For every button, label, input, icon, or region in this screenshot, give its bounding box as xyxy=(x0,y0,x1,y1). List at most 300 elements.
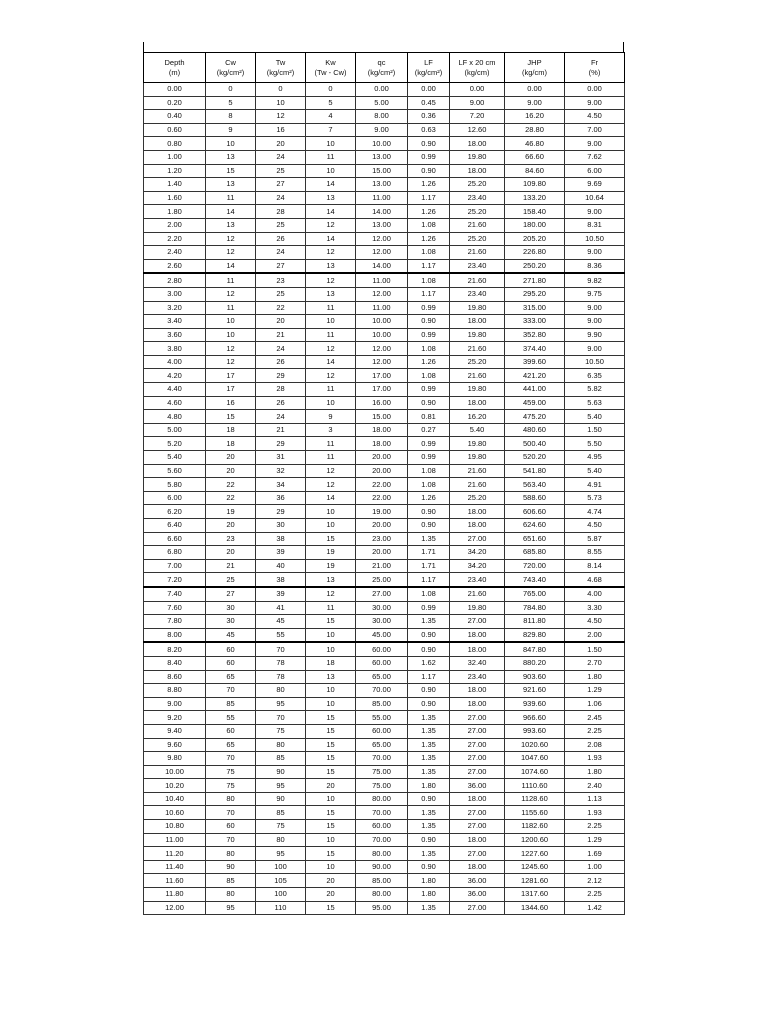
table-row xyxy=(144,628,625,642)
cell-kw: 12 xyxy=(306,478,356,492)
cell-lf-x-20cm: 34.20 xyxy=(450,559,505,573)
cell-fr: 1.80 xyxy=(565,765,625,779)
cell-lf-x-20cm: 16.20 xyxy=(450,410,505,424)
cell-qc: 22.00 xyxy=(356,478,408,492)
cell-lf: 1.35 xyxy=(408,724,450,738)
cell-qc: 11.00 xyxy=(356,191,408,205)
table-row xyxy=(144,246,625,260)
cell-qc: 16.00 xyxy=(356,396,408,410)
cell-qc: 90.00 xyxy=(356,860,408,874)
cell-qc: 70.00 xyxy=(356,806,408,820)
cell-lf: 0.90 xyxy=(408,642,450,656)
cell-jhp: 1281.60 xyxy=(505,874,565,888)
cell-lf-x-20cm: 19.80 xyxy=(450,150,505,164)
cell-kw: 3 xyxy=(306,423,356,437)
cell-qc: 12.00 xyxy=(356,246,408,260)
table-row xyxy=(144,137,625,151)
cell-cw: 12 xyxy=(206,342,256,356)
cell-lf: 1.08 xyxy=(408,246,450,260)
cell-lf: 1.08 xyxy=(408,369,450,383)
cell-cw: 15 xyxy=(206,164,256,178)
cell-cw: 12 xyxy=(206,246,256,260)
cell-depth: 8.00 xyxy=(144,628,206,642)
cell-depth: 7.20 xyxy=(144,573,206,587)
cell-depth: 5.20 xyxy=(144,437,206,451)
cell-lf: 1.08 xyxy=(408,464,450,478)
cell-kw: 13 xyxy=(306,573,356,587)
cell-kw: 13 xyxy=(306,670,356,684)
cell-jhp: 1227.60 xyxy=(505,847,565,861)
cell-fr: 2.25 xyxy=(565,888,625,902)
cell-fr: 4.68 xyxy=(565,573,625,587)
cell-lf-x-20cm: 7.20 xyxy=(450,110,505,124)
cell-kw: 20 xyxy=(306,779,356,793)
cell-tw: 55 xyxy=(256,628,306,642)
cell-lf-x-20cm: 21.60 xyxy=(450,464,505,478)
cell-cw: 25 xyxy=(206,573,256,587)
cell-tw: 41 xyxy=(256,601,306,615)
cell-lf: 0.90 xyxy=(408,519,450,533)
cell-depth: 10.20 xyxy=(144,779,206,793)
cell-jhp: 1074.60 xyxy=(505,765,565,779)
header-kw: Kw (Tw - Cw) xyxy=(306,53,356,83)
cell-depth: 0.60 xyxy=(144,123,206,137)
cell-tw: 95 xyxy=(256,779,306,793)
cell-lf: 0.90 xyxy=(408,164,450,178)
cell-qc: 60.00 xyxy=(356,820,408,834)
cell-depth: 11.80 xyxy=(144,888,206,902)
cell-lf-x-20cm: 27.00 xyxy=(450,724,505,738)
cell-kw: 19 xyxy=(306,559,356,573)
cell-depth: 6.20 xyxy=(144,505,206,519)
cell-qc: 17.00 xyxy=(356,369,408,383)
cell-fr: 7.62 xyxy=(565,150,625,164)
cell-qc: 15.00 xyxy=(356,164,408,178)
cell-fr: 1.00 xyxy=(565,860,625,874)
cell-cw: 95 xyxy=(206,901,256,915)
cell-cw: 10 xyxy=(206,315,256,329)
cell-lf: 0.99 xyxy=(408,301,450,315)
cell-lf-x-20cm: 19.80 xyxy=(450,437,505,451)
cell-cw: 11 xyxy=(206,191,256,205)
cell-lf: 0.36 xyxy=(408,110,450,124)
cell-kw: 10 xyxy=(306,792,356,806)
cell-qc: 12.00 xyxy=(356,287,408,301)
table-row xyxy=(144,491,625,505)
cell-depth: 9.00 xyxy=(144,697,206,711)
cell-cw: 20 xyxy=(206,546,256,560)
cell-tw: 32 xyxy=(256,464,306,478)
cell-lf-x-20cm: 27.00 xyxy=(450,752,505,766)
cell-fr: 1.50 xyxy=(565,423,625,437)
cell-qc: 80.00 xyxy=(356,888,408,902)
cell-qc: 30.00 xyxy=(356,615,408,629)
cell-cw: 13 xyxy=(206,150,256,164)
cell-cw: 14 xyxy=(206,205,256,219)
cell-kw: 15 xyxy=(306,724,356,738)
cell-kw: 10 xyxy=(306,833,356,847)
cell-tw: 78 xyxy=(256,670,306,684)
table-row xyxy=(144,779,625,793)
cell-cw: 70 xyxy=(206,833,256,847)
cell-jhp: 1245.60 xyxy=(505,860,565,874)
table-row xyxy=(144,259,625,273)
cell-lf-x-20cm: 18.00 xyxy=(450,833,505,847)
cell-kw: 14 xyxy=(306,491,356,505)
cell-jhp: 109.80 xyxy=(505,178,565,192)
cell-tw: 24 xyxy=(256,246,306,260)
table-row xyxy=(144,806,625,820)
cell-fr: 5.87 xyxy=(565,532,625,546)
header-lf-x-20cm: LF x 20 cm (kg/cm) xyxy=(450,53,505,83)
cell-fr: 7.00 xyxy=(565,123,625,137)
cell-qc: 10.00 xyxy=(356,328,408,342)
cell-tw: 29 xyxy=(256,369,306,383)
cell-fr: 2.12 xyxy=(565,874,625,888)
cell-tw: 23 xyxy=(256,273,306,287)
cell-depth: 1.20 xyxy=(144,164,206,178)
table-body xyxy=(144,83,625,915)
cell-lf: 1.26 xyxy=(408,178,450,192)
cell-qc: 14.00 xyxy=(356,259,408,273)
cell-lf: 1.35 xyxy=(408,738,450,752)
cell-cw: 55 xyxy=(206,711,256,725)
cell-lf-x-20cm: 9.00 xyxy=(450,96,505,110)
table-row xyxy=(144,164,625,178)
cell-kw: 20 xyxy=(306,888,356,902)
cell-qc: 65.00 xyxy=(356,738,408,752)
cell-lf: 1.08 xyxy=(408,342,450,356)
cell-jhp: 829.80 xyxy=(505,628,565,642)
cell-fr: 5.63 xyxy=(565,396,625,410)
cell-tw: 24 xyxy=(256,410,306,424)
table-row xyxy=(144,697,625,711)
cell-tw: 29 xyxy=(256,437,306,451)
cell-kw: 5 xyxy=(306,96,356,110)
cell-tw: 80 xyxy=(256,833,306,847)
table-row xyxy=(144,615,625,629)
cell-lf: 0.90 xyxy=(408,860,450,874)
cell-lf-x-20cm: 18.00 xyxy=(450,860,505,874)
cell-depth: 0.40 xyxy=(144,110,206,124)
cell-tw: 24 xyxy=(256,342,306,356)
cell-lf: 0.81 xyxy=(408,410,450,424)
cell-fr: 6.00 xyxy=(565,164,625,178)
cell-lf: 0.90 xyxy=(408,628,450,642)
cell-cw: 60 xyxy=(206,724,256,738)
cell-fr: 4.00 xyxy=(565,587,625,601)
cell-jhp: 1020.60 xyxy=(505,738,565,752)
cell-kw: 15 xyxy=(306,615,356,629)
table-row xyxy=(144,559,625,573)
cell-qc: 65.00 xyxy=(356,670,408,684)
cell-fr: 2.25 xyxy=(565,820,625,834)
cell-jhp: 939.60 xyxy=(505,697,565,711)
cell-lf-x-20cm: 18.00 xyxy=(450,792,505,806)
cell-jhp: 1110.60 xyxy=(505,779,565,793)
cell-kw: 12 xyxy=(306,342,356,356)
cell-qc: 10.00 xyxy=(356,315,408,329)
cell-cw: 80 xyxy=(206,888,256,902)
cell-qc: 85.00 xyxy=(356,874,408,888)
table-row xyxy=(144,273,625,287)
cell-tw: 39 xyxy=(256,587,306,601)
table-row xyxy=(144,287,625,301)
cell-lf: 1.35 xyxy=(408,901,450,915)
cell-lf: 0.90 xyxy=(408,396,450,410)
cell-qc: 20.00 xyxy=(356,519,408,533)
cell-lf: 0.99 xyxy=(408,328,450,342)
cell-tw: 27 xyxy=(256,259,306,273)
cell-lf: 0.27 xyxy=(408,423,450,437)
cell-lf-x-20cm: 18.00 xyxy=(450,315,505,329)
cell-jhp: 563.40 xyxy=(505,478,565,492)
cell-fr: 8.14 xyxy=(565,559,625,573)
cell-lf: 0.00 xyxy=(408,83,450,97)
cell-tw: 100 xyxy=(256,888,306,902)
cell-jhp: 784.80 xyxy=(505,601,565,615)
cell-lf: 1.35 xyxy=(408,847,450,861)
cell-fr: 1.13 xyxy=(565,792,625,806)
cell-lf: 1.08 xyxy=(408,478,450,492)
cell-tw: 85 xyxy=(256,806,306,820)
cell-qc: 60.00 xyxy=(356,724,408,738)
header-fr: Fr (%) xyxy=(565,53,625,83)
cell-lf-x-20cm: 27.00 xyxy=(450,901,505,915)
cell-lf-x-20cm: 36.00 xyxy=(450,888,505,902)
cell-fr: 1.50 xyxy=(565,642,625,656)
cell-depth: 10.60 xyxy=(144,806,206,820)
cell-lf-x-20cm: 25.20 xyxy=(450,355,505,369)
cell-fr: 3.30 xyxy=(565,601,625,615)
cell-depth: 4.20 xyxy=(144,369,206,383)
cell-kw: 10 xyxy=(306,519,356,533)
cell-jhp: 1200.60 xyxy=(505,833,565,847)
cell-cw: 90 xyxy=(206,860,256,874)
cell-jhp: 421.20 xyxy=(505,369,565,383)
cell-lf-x-20cm: 32.40 xyxy=(450,656,505,670)
cell-kw: 15 xyxy=(306,820,356,834)
cell-depth: 4.00 xyxy=(144,355,206,369)
table-row xyxy=(144,670,625,684)
cell-lf: 0.63 xyxy=(408,123,450,137)
cell-jhp: 66.60 xyxy=(505,150,565,164)
cell-lf-x-20cm: 18.00 xyxy=(450,628,505,642)
header-depth: Depth (m) xyxy=(144,53,206,83)
cell-cw: 10 xyxy=(206,328,256,342)
cell-depth: 4.40 xyxy=(144,383,206,397)
cell-lf-x-20cm: 23.40 xyxy=(450,259,505,273)
cell-fr: 5.40 xyxy=(565,410,625,424)
cell-qc: 12.00 xyxy=(356,342,408,356)
cell-tw: 20 xyxy=(256,315,306,329)
cell-lf: 1.35 xyxy=(408,820,450,834)
cell-depth: 11.00 xyxy=(144,833,206,847)
cell-cw: 15 xyxy=(206,410,256,424)
table-row xyxy=(144,355,625,369)
cell-tw: 25 xyxy=(256,164,306,178)
cell-fr: 8.36 xyxy=(565,259,625,273)
cell-depth: 6.80 xyxy=(144,546,206,560)
cell-tw: 110 xyxy=(256,901,306,915)
cell-tw: 10 xyxy=(256,96,306,110)
cell-jhp: 0.00 xyxy=(505,83,565,97)
cell-depth: 2.40 xyxy=(144,246,206,260)
cell-cw: 22 xyxy=(206,478,256,492)
cell-lf-x-20cm: 18.00 xyxy=(450,697,505,711)
cell-tw: 28 xyxy=(256,383,306,397)
table-row xyxy=(144,820,625,834)
cell-kw: 10 xyxy=(306,396,356,410)
cell-fr: 9.75 xyxy=(565,287,625,301)
cell-lf-x-20cm: 18.00 xyxy=(450,396,505,410)
cell-depth: 5.80 xyxy=(144,478,206,492)
cell-lf-x-20cm: 27.00 xyxy=(450,738,505,752)
cell-cw: 70 xyxy=(206,806,256,820)
table-row xyxy=(144,765,625,779)
cell-lf: 1.35 xyxy=(408,532,450,546)
cell-lf: 1.35 xyxy=(408,765,450,779)
header-tw: Tw (kg/cm²) xyxy=(256,53,306,83)
cell-cw: 11 xyxy=(206,301,256,315)
cell-lf-x-20cm: 27.00 xyxy=(450,711,505,725)
cell-cw: 30 xyxy=(206,601,256,615)
cell-jhp: 1047.60 xyxy=(505,752,565,766)
cell-depth: 3.40 xyxy=(144,315,206,329)
cell-jhp: 441.00 xyxy=(505,383,565,397)
cell-cw: 13 xyxy=(206,218,256,232)
cell-tw: 38 xyxy=(256,573,306,587)
cell-jhp: 374.40 xyxy=(505,342,565,356)
cell-fr: 2.00 xyxy=(565,628,625,642)
cell-tw: 27 xyxy=(256,178,306,192)
cell-jhp: 480.60 xyxy=(505,423,565,437)
cell-fr: 10.50 xyxy=(565,232,625,246)
cell-lf: 0.99 xyxy=(408,383,450,397)
cell-lf: 1.26 xyxy=(408,205,450,219)
cell-kw: 14 xyxy=(306,232,356,246)
cell-lf-x-20cm: 36.00 xyxy=(450,779,505,793)
table-row xyxy=(144,369,625,383)
cell-jhp: 743.40 xyxy=(505,573,565,587)
cell-fr: 9.00 xyxy=(565,342,625,356)
cell-jhp: 500.40 xyxy=(505,437,565,451)
table-row xyxy=(144,383,625,397)
cell-depth: 2.60 xyxy=(144,259,206,273)
cell-depth: 3.60 xyxy=(144,328,206,342)
cell-depth: 2.20 xyxy=(144,232,206,246)
cell-jhp: 271.80 xyxy=(505,273,565,287)
cell-fr: 9.00 xyxy=(565,96,625,110)
cell-jhp: 180.00 xyxy=(505,218,565,232)
cell-kw: 4 xyxy=(306,110,356,124)
cell-lf-x-20cm: 23.40 xyxy=(450,573,505,587)
cell-depth: 1.00 xyxy=(144,150,206,164)
table-row xyxy=(144,573,625,587)
cell-kw: 7 xyxy=(306,123,356,137)
table-row xyxy=(144,423,625,437)
cell-kw: 12 xyxy=(306,218,356,232)
cell-kw: 19 xyxy=(306,546,356,560)
cell-jhp: 588.60 xyxy=(505,491,565,505)
cell-qc: 15.00 xyxy=(356,410,408,424)
cell-depth: 8.80 xyxy=(144,684,206,698)
cell-kw: 10 xyxy=(306,697,356,711)
header-jhp: JHP (kg/cm) xyxy=(505,53,565,83)
cell-depth: 3.20 xyxy=(144,301,206,315)
cell-depth: 3.80 xyxy=(144,342,206,356)
cell-kw: 10 xyxy=(306,684,356,698)
cell-depth: 7.60 xyxy=(144,601,206,615)
cell-fr: 2.08 xyxy=(565,738,625,752)
cell-lf-x-20cm: 21.60 xyxy=(450,342,505,356)
cell-jhp: 333.00 xyxy=(505,315,565,329)
cell-lf: 0.90 xyxy=(408,505,450,519)
cell-jhp: 133.20 xyxy=(505,191,565,205)
cell-kw: 12 xyxy=(306,246,356,260)
cell-cw: 60 xyxy=(206,820,256,834)
table-row xyxy=(144,874,625,888)
cell-jhp: 46.80 xyxy=(505,137,565,151)
cell-depth: 10.40 xyxy=(144,792,206,806)
cell-kw: 15 xyxy=(306,901,356,915)
cell-lf-x-20cm: 27.00 xyxy=(450,806,505,820)
cell-kw: 14 xyxy=(306,355,356,369)
cell-kw: 11 xyxy=(306,301,356,315)
cell-cw: 17 xyxy=(206,369,256,383)
cell-qc: 18.00 xyxy=(356,423,408,437)
cell-lf-x-20cm: 23.40 xyxy=(450,287,505,301)
cell-fr: 8.55 xyxy=(565,546,625,560)
cell-fr: 1.93 xyxy=(565,752,625,766)
cell-fr: 1.29 xyxy=(565,833,625,847)
cell-lf-x-20cm: 19.80 xyxy=(450,601,505,615)
cell-jhp: 1182.60 xyxy=(505,820,565,834)
cell-lf-x-20cm: 36.00 xyxy=(450,874,505,888)
table-row xyxy=(144,738,625,752)
cell-lf-x-20cm: 18.00 xyxy=(450,137,505,151)
cell-fr: 4.74 xyxy=(565,505,625,519)
cell-cw: 60 xyxy=(206,656,256,670)
cell-fr: 9.82 xyxy=(565,273,625,287)
cell-depth: 3.00 xyxy=(144,287,206,301)
cell-fr: 8.31 xyxy=(565,218,625,232)
cell-lf-x-20cm: 25.20 xyxy=(450,232,505,246)
table-row xyxy=(144,328,625,342)
table-row xyxy=(144,684,625,698)
table-row xyxy=(144,642,625,656)
cell-jhp: 903.60 xyxy=(505,670,565,684)
cell-lf: 1.35 xyxy=(408,806,450,820)
cell-qc: 60.00 xyxy=(356,642,408,656)
table-header-row xyxy=(144,53,625,83)
cell-qc: 11.00 xyxy=(356,273,408,287)
cell-qc: 23.00 xyxy=(356,532,408,546)
cell-kw: 13 xyxy=(306,191,356,205)
cell-tw: 40 xyxy=(256,559,306,573)
cell-lf-x-20cm: 12.60 xyxy=(450,123,505,137)
cell-qc: 85.00 xyxy=(356,697,408,711)
cell-cw: 19 xyxy=(206,505,256,519)
cell-lf-x-20cm: 18.00 xyxy=(450,519,505,533)
cell-lf-x-20cm: 18.00 xyxy=(450,505,505,519)
table-row xyxy=(144,178,625,192)
cell-lf: 1.35 xyxy=(408,711,450,725)
table-row xyxy=(144,711,625,725)
cell-lf-x-20cm: 0.00 xyxy=(450,83,505,97)
cell-lf: 1.17 xyxy=(408,573,450,587)
cell-depth: 1.40 xyxy=(144,178,206,192)
